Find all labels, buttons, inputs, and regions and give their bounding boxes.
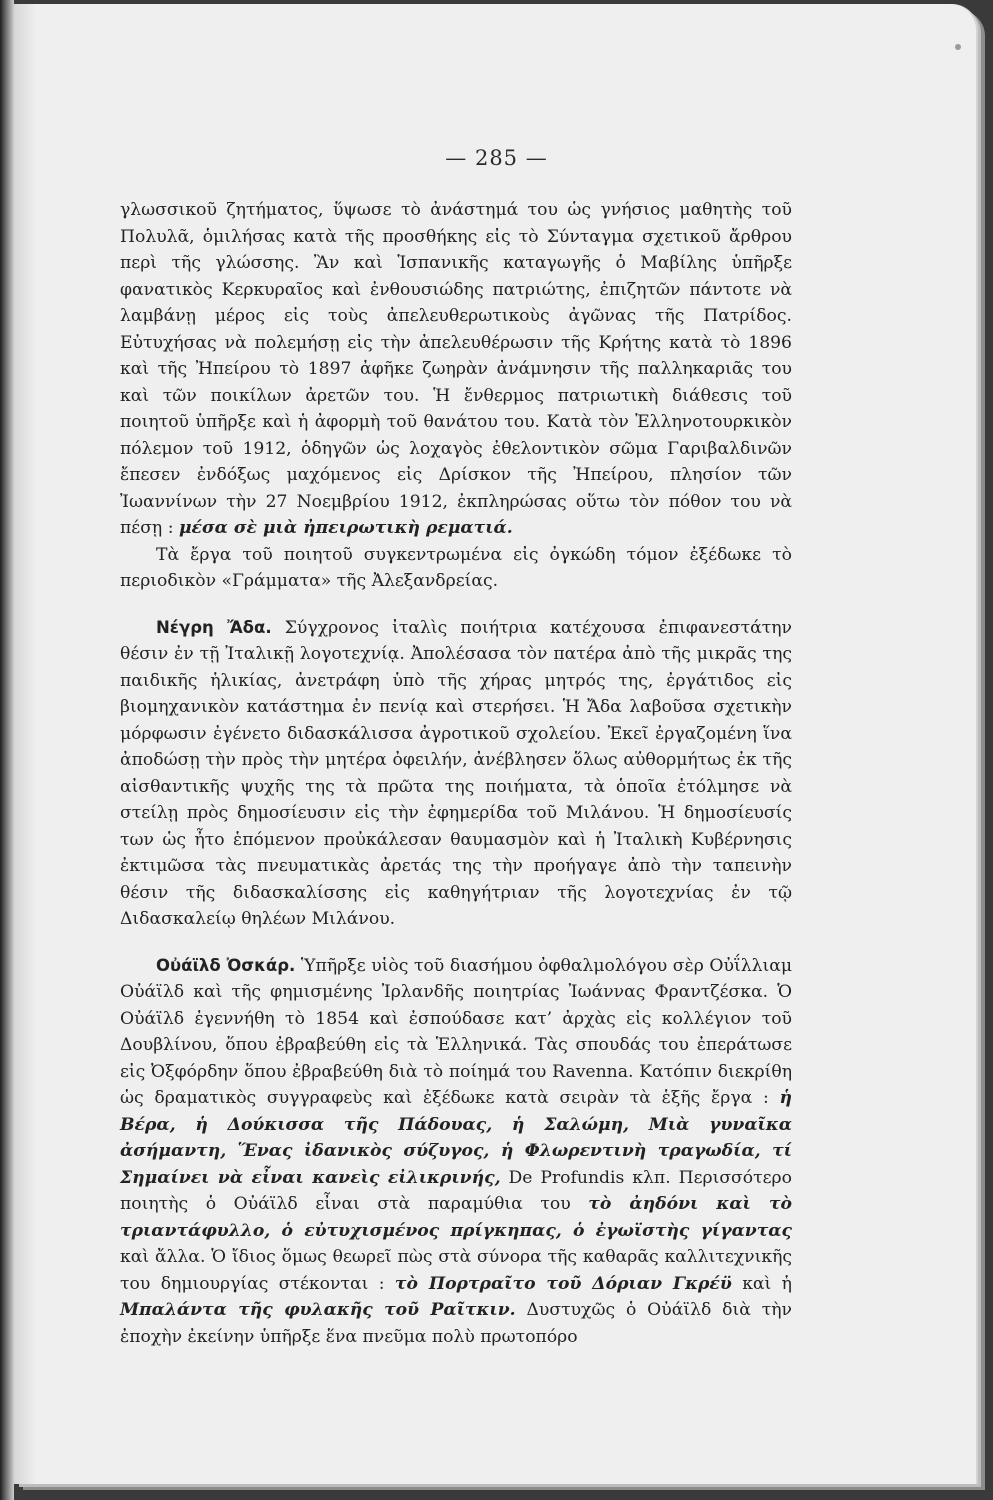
works-list-4: Μπαλάντα τῆς φυλακῆς τοῦ Ραῖτκιν. [120,1300,516,1320]
spacer [120,595,792,615]
works-list-3: τὸ Πορτραῖτο τοῦ Δόριαν Γκρέϋ [394,1273,732,1294]
paragraph-works-collection: Τὰ ἔργα τοῦ ποιητοῦ συγκεντρωμένα εἰς ὀγκώδη τόμον ἐξέδωκε τὸ περιοδικὸν «Γράμματα» τῆς Ἀλεξανδρείας. [120,544,792,591]
body-text [120,197,792,1350]
entry-negri-text: Σύγχρονος ἰταλὶς ποιήτρια κατέχουσα ἐπιφανεστάτην θέσιν ἐν τῇ Ἰταλικῇ λογοτεχνίᾳ. Ἀπολέσασα τὸν πατέρα ἀπὸ τῆς μικρᾶς της παιδικῆς ἡλικίας, ἀνετράφη ὑπὸ τῆς χήρας μητρός της, ἐργάτιδος εἰς βιομηχανικὸν κατάστημα ἐν πενίᾳ καὶ στερήσει. Ἡ Ἄδα λαβοῦσα σχετικὴν μόρφωσιν ἐγένετο διδασκάλισσα ἀγροτικοῦ σχολείου. Ἐκεῖ ἐργαζομένη ἵνα ἀποδώσῃ τὴν πρὸς τὴν μητέρα ὀφειλήν, ἀνέβλησεν ὅλως αὐθορμήτως ἐκ τῆς αἰσθαντικῆς ψυχῆς της τὰ πρῶτα της ποιήματα, τὰ ὁποῖα ἐτόλμησε νὰ στείλῃ πρὸς δημοσίευσιν εἰς τὴν ἐφημερίδα τοῦ Μιλάνου. Ἡ δημοσίευσίς των ὡς ἦτο ἑπόμενον προὐκάλεσαν θαυμασμὸν καὶ ἡ Ἰταλικὴ Κυβέρνησις ἐκτιμῶσα τὰς πνευματικὰς ἀρετάς της τὴν προήγαγε ἀπὸ τὴν ταπεινὴν θέσιν τῆς διδασκαλίσσης εἰς καθηγήτριαν τῆς λογοτεχνίας ἐν τῷ Διδασκαλείῳ θηλέων Μιλάνου. [120,617,793,929]
works-list-2: τὸ ἀηδόνι καὶ τὸ τριαντάφυλλο, ὁ εὐτυχισμένος πρίγκηπας, ὁ ἐγωϊστὴς γίγαντας [120,1194,793,1241]
quote-text: μέσα σὲ μιὰ ἠπειρωτικὴ ρεματιά. [178,518,513,538]
entry-wilde-text-b: De Profundis κλπ. Περισσότερο ποιητὴς ὁ Οὐάϊλδ εἶναι στὰ παραμύθια του [120,1167,792,1214]
entry-wilde-text-d: καὶ ἡ [742,1273,792,1294]
paragraph-mavilis-text: γλωσσικοῦ ζητήματος, ὕψωσε τὸ ἀνάστημά του ὡς γνήσιος μαθητὴς τοῦ Πολυλᾶ, ὁμιλήσας κατὰ τῆς προσθήκης εἰς τὸ Σύνταγμα σχετικοῦ ἄρθρου περὶ τῆς γλώσσης. Ἂν καὶ Ἱσπανικῆς καταγωγῆς ὁ Μαβίλης ὑπῆρξε φανατικὸς Κερκυραῖος καὶ ἐνθουσιώδης πατριώτης, ἐπιζητῶν πάντοτε νὰ λαμβάνῃ μέρος εἰς τοὺς ἀπελευθερωτικοὺς ἀγῶνας τῆς Πατρίδος. Εὐτυχήσας νὰ πολεμήσῃ εἰς τὴν ἀπελευθέρωσιν τῆς Κρήτης κατὰ τὸ 1896 καὶ τῆς Ἠπείρου τὸ 1897 ἀφῆκε ζωηρὰν ἀνάμνησιν τῆς παλληκαριᾶς του καὶ τῶν ποικίλων ἀρετῶν του. Ἡ ἔνθερμος πατριωτικὴ διάθεσις τοῦ ποιητοῦ ὑπῆρξε καὶ ἡ ἀφορμὴ τοῦ θανάτου του. Κατὰ τὸν Ἑλληνοτουρκικὸν πόλεμον τοῦ 1912, ὁδηγῶν ὡς λοχαγὸς ἐθελοντικὸν σῶμα Γαριβαλδινῶν ἔπεσεν ἐνδόξως μαχόμενος εἰς Δρίσκον τῆς Ἠπείρου, πλησίον τῶν Ἰωαννίνων τὴν 27 Νοεμβρίου 1912, ἐκπληρώσας οὕτω τὸν πόθον του νὰ πέσῃ : [120,200,792,538]
entry-wilde-oscar [120,953,792,1351]
entry-heading-wilde: Οὐάϊλδ Ὀσκάρ. [156,955,296,975]
facing-page-edge [0,0,14,1500]
paragraph-mavilis [120,197,792,542]
entry-wilde-text-e: Δυστυχῶς ὁ Οὐάϊλδ διὰ τὴν ἐποχὴν ἐκείνην ὑπῆρξε ἕνα πνεῦμα πολὺ πρωτοπόρο [120,1300,792,1347]
spacer [120,933,792,953]
page-corner-mark [955,44,961,50]
page-number: — 285 — [445,146,548,170]
entry-wilde-text-a: Ὑπῆρξε υἱὸς τοῦ διασήμου ὀφθαλμολόγου σὲρ Οὐΐλλιαμ Οὐάϊλδ καὶ τῆς φημισμένης Ἰρλανδῆς ποιητρίας Ἰωάννας Φραντζέσκα. Ὁ Οὐάϊλδ ἐγεννήθη τὸ 1854 καὶ ἐσπούδασε κατ’ ἀρχὰς εἰς κολλέγιον τοῦ Δουβλίνου, ὅπου ἐβραβεύθη εἰς τὰ Ἑλληνικά. Τὰς σπουδάς του ἐπεράτωσε εἰς Ὀξφόρδην ὅπου ἐβραβεύθη διὰ τὸ ποίημά του Ravenna. Κατόπιν διεκρίθη ὡς δραματικὸς συγγραφεὺς καὶ ἐξέδωκε κατὰ σειρὰν τὰ ἑξῆς ἔργα : [120,955,793,1108]
entry-negri-ada [120,615,792,933]
works-list-1: ἡ Βέρα, ἡ Δούκισσα τῆς Πάδουας, ἡ Σαλώμη, Μιὰ γυναῖκα ἀσήμαντη, Ἕνας ἰδανικὸς σύζυγος, ἡ Φλωρεντινὴ τραγωδία, τί Σημαίνει νὰ εἶναι κανεὶς εἰλικρινής, [120,1088,792,1188]
entry-heading-negri: Νέγρη Ἄδα. [156,617,272,637]
entry-wilde-text-c: καὶ ἄλλα. Ὁ ἴδιος ὅμως θεωρεῖ πὼς στὰ σύνορα τῆς καθαρᾶς καλλιτεχνικῆς του δημιουργίας στέκονται : [120,1247,792,1294]
